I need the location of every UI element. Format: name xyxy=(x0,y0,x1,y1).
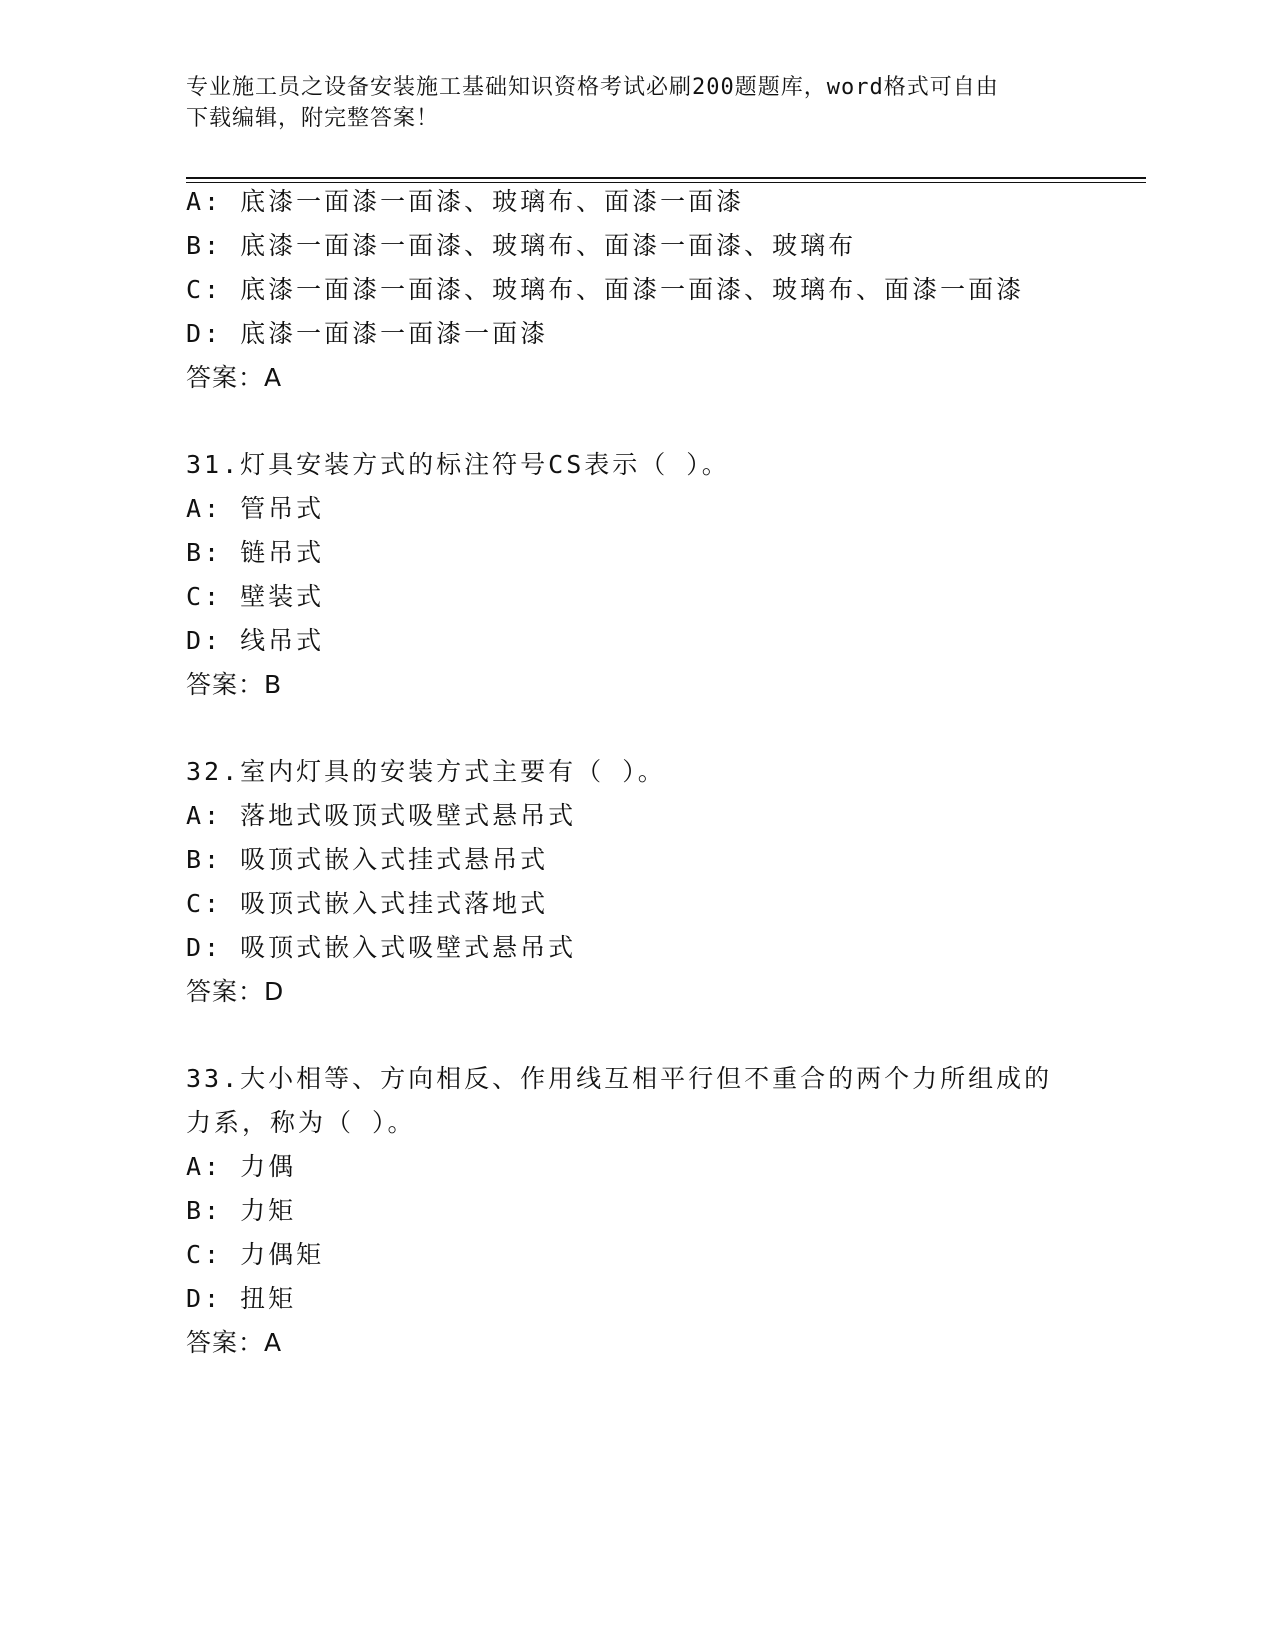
q31-option-a: A: 管吊式 xyxy=(186,494,325,523)
q33-question-line-1: 33.大小相等、方向相反、作用线互相平行但不重合的两个力所组成的 xyxy=(186,1064,1053,1093)
header-divider-thick xyxy=(186,177,1146,179)
q33-option-d: D: 扭矩 xyxy=(186,1284,297,1313)
q33-option-c: C: 力偶矩 xyxy=(186,1240,325,1269)
q31-option-d: D: 线吊式 xyxy=(186,626,325,655)
prev-option-a: A: 底漆一面漆一面漆、玻璃布、面漆一面漆 xyxy=(186,187,745,216)
q31-answer: 答案：B xyxy=(186,670,283,699)
prev-answer: 答案：A xyxy=(186,363,283,392)
header-line-1: 专业施工员之设备安装施工基础知识资格考试必刷200题题库，word格式可自由 xyxy=(186,75,999,100)
q33-answer: 答案：A xyxy=(186,1328,283,1357)
prev-option-d: D: 底漆一面漆一面漆一面漆 xyxy=(186,319,549,348)
prev-option-b: B: 底漆一面漆一面漆、玻璃布、面漆一面漆、玻璃布 xyxy=(186,231,857,260)
q33-question-line-2: 力系，称为（ ）。 xyxy=(186,1108,416,1137)
q32-question: 32.室内灯具的安装方式主要有（ ）。 xyxy=(186,757,666,786)
prev-option-c: C: 底漆一面漆一面漆、玻璃布、面漆一面漆、玻璃布、面漆一面漆 xyxy=(186,275,1025,304)
q31-option-b: B: 链吊式 xyxy=(186,538,325,567)
q32-option-b: B: 吸顶式嵌入式挂式悬吊式 xyxy=(186,845,549,874)
header-divider-thin xyxy=(186,182,1146,183)
q32-option-a: A: 落地式吸顶式吸壁式悬吊式 xyxy=(186,801,577,830)
q32-option-c: C: 吸顶式嵌入式挂式落地式 xyxy=(186,889,549,918)
q33-option-b: B: 力矩 xyxy=(186,1196,297,1225)
q31-option-c: C: 壁装式 xyxy=(186,582,325,611)
q32-answer: 答案：D xyxy=(186,977,285,1006)
q31-question: 31.灯具安装方式的标注符号CS表示（ ）。 xyxy=(186,450,730,479)
document-header xyxy=(186,72,1086,134)
q33-option-a: A: 力偶 xyxy=(186,1152,297,1181)
header-line-2: 下载编辑，附完整答案！ xyxy=(186,106,440,131)
q32-option-d: D: 吸顶式嵌入式吸壁式悬吊式 xyxy=(186,933,577,962)
